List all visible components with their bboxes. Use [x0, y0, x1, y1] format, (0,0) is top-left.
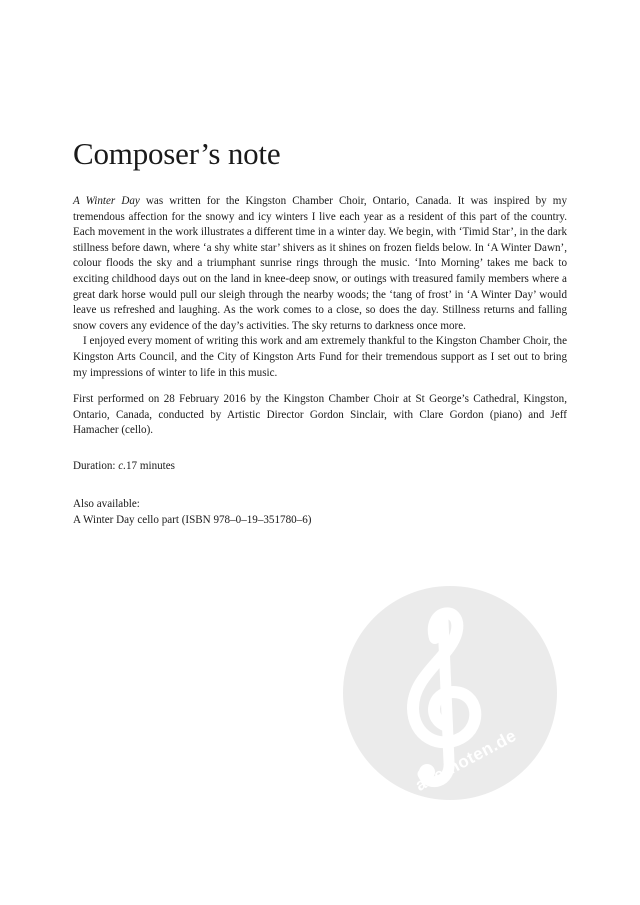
duration-label: Duration: [73, 460, 119, 472]
page-title: Composer’s note [73, 136, 281, 171]
note-paragraph-1-text: was written for the Kingston Chamber Choir, Ontario, Canada. It was inspired by my tremendous affection for the snowy and icy winters I live each year as a resident of this part of the country. Each movement in the work illustrates a different time in a winter day. We begin, with ‘Timid Star’, in the dark stillness before dawn, where ‘a shy white star’ shivers as it shines on frozen fields below. In ‘A Winter Dawn’, colour floods the sky and a triumphant sunrise rings through the music. ‘Into Morning’ takes me back to exciting childhood days out on the land in knee-deep snow, or outings with treasured family members where a great dark horse would pull our sleigh through the nearby woods; the ‘tang of frost’ in ‘A Winter Day’ would leave us refreshed and laughing. As the work comes to a close, so does the day. Stillness returns and falling snow covers any evidence of the day’s activities. The sky returns to darkness once more. [73, 195, 567, 332]
duration-value: 17 minutes [126, 460, 175, 472]
note-paragraph-2: I enjoyed every moment of writing this work and am extremely thankful to the Kingston Chamber Choir, the Kingston Arts Council, and the City of Kingston Arts Fund for their tremendous support as I set out to bring my impressions of winter to life in this music. [73, 335, 567, 379]
premiere-info: First performed on 28 February 2016 by the Kingston Chamber Choir at St George’s Cathedral, Kingston, Ontario, Canada, conducted by Artistic Director Gordon Sinclair, with Clare Gordon (piano) and Jeff Hamacher (cello). [73, 393, 567, 437]
watermark-logo [343, 586, 557, 800]
also-available-heading: Also available: [73, 498, 140, 510]
watermark-text: alle-noten.de [412, 725, 520, 795]
duration-circa: c. [118, 460, 126, 472]
note-paragraph-1 [73, 194, 567, 334]
duration-info [73, 459, 567, 475]
work-title: A Winter Day [73, 195, 140, 207]
also-available-item: A Winter Day cello part (ISBN 978–0–19–351780–6) [73, 513, 312, 526]
also-available [73, 497, 567, 528]
note-body [73, 194, 567, 381]
